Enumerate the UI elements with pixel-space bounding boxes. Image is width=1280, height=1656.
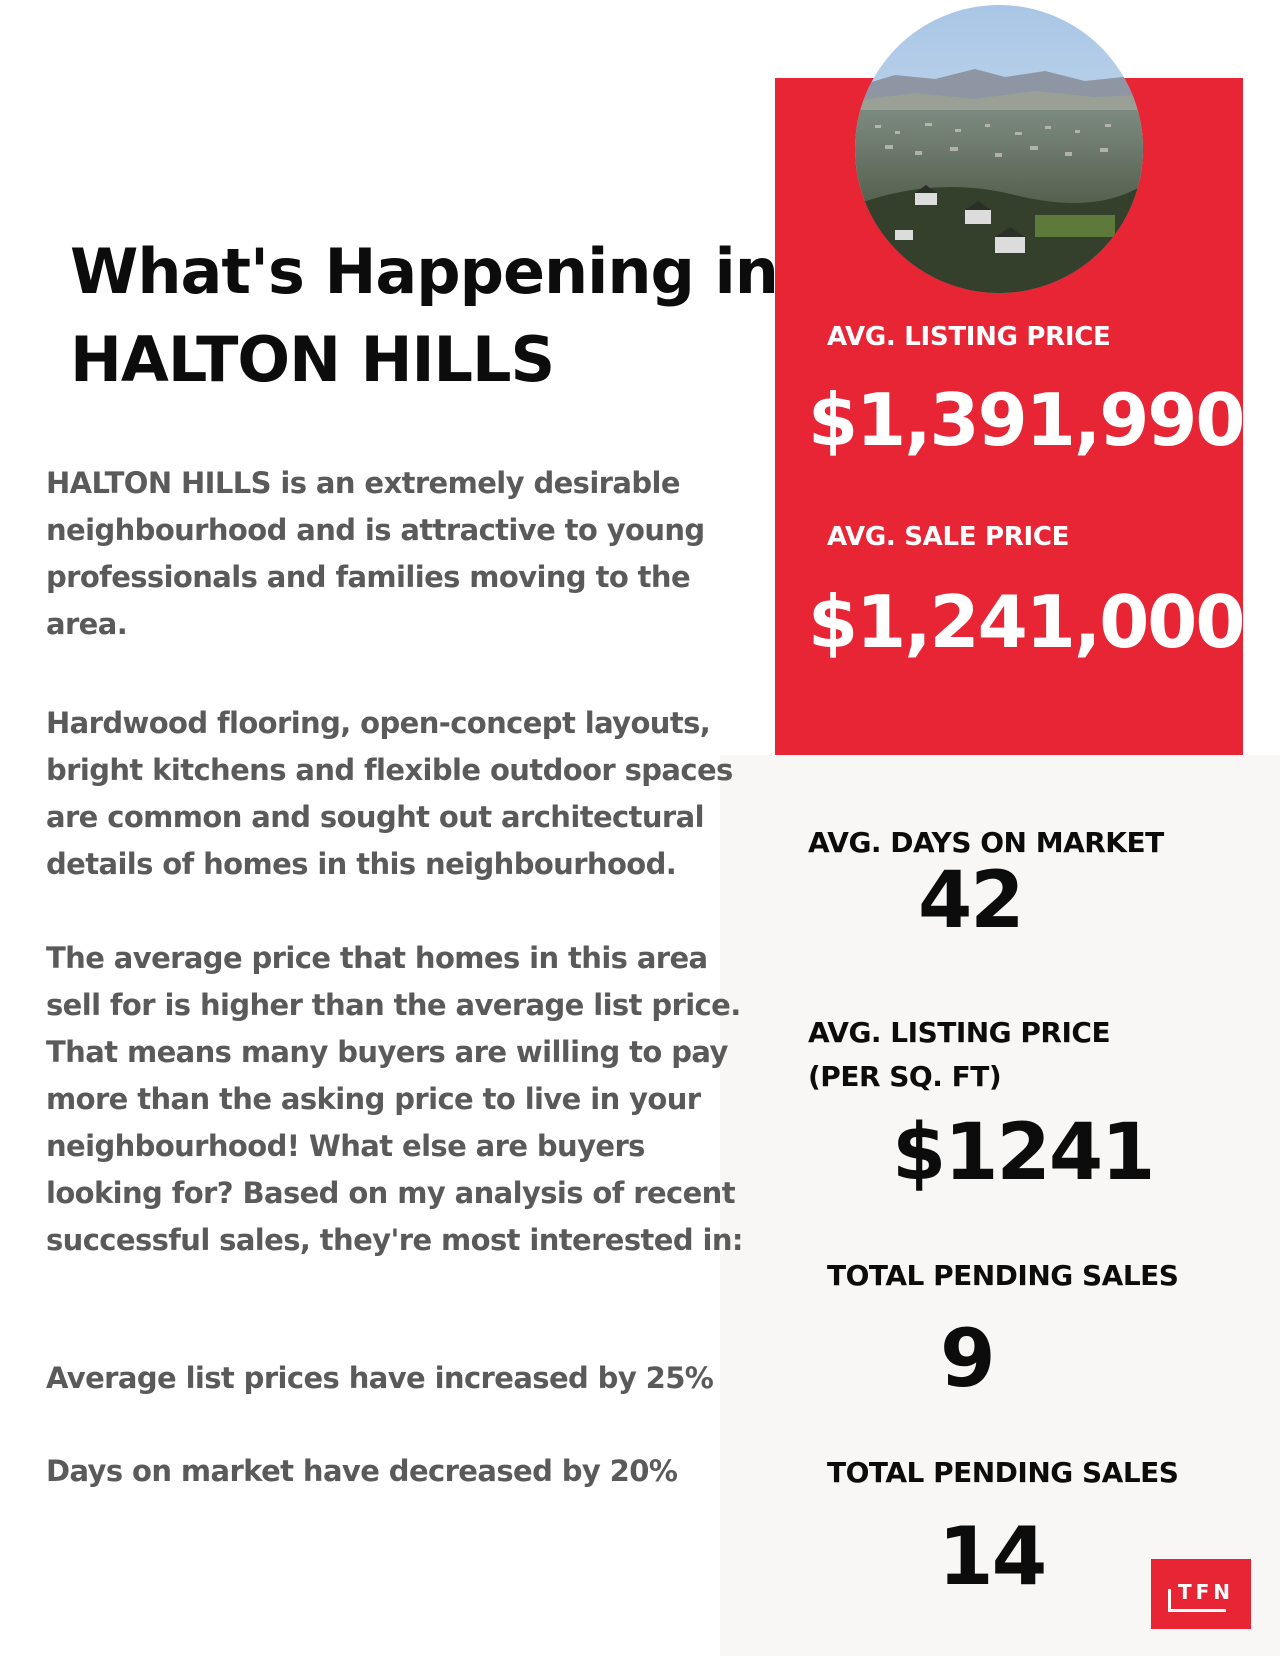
description-paragraph-2: Hardwood flooring, open-concept layouts, bright kitchens and flexible outdoor spaces are common and sought out architectural details of homes in this neighbourhood. — [46, 706, 733, 881]
logo-text: TFN — [1178, 1580, 1235, 1604]
tfn-logo — [1151, 1559, 1251, 1629]
description-paragraph-4: Average list prices have increased by 25% — [46, 1361, 714, 1395]
total-pending-sales-value-2: 14 — [938, 1510, 1046, 1603]
page-heading — [70, 228, 778, 404]
avg-listing-price-label: AVG. LISTING PRICE — [827, 322, 1111, 352]
description-paragraph-1: HALTON HILLS is an extremely desirable neighbourhood and is attractive to young professionals and families moving to the area. — [46, 466, 705, 641]
total-pending-sales-label-2: TOTAL PENDING SALES — [827, 1456, 1179, 1489]
avg-days-on-market-label: AVG. DAYS ON MARKET — [808, 826, 1164, 859]
avg-days-on-market-value: 42 — [918, 856, 1023, 946]
heading-line-1: What's Happening in — [70, 235, 778, 308]
description-paragraph-3: The average price that homes in this area sell for is higher than the average list price. That means many buyers are willing to pay more than the asking price to live in your neighbourhood! What else are buyers looking for? Based on my analysis of recent successful sales, they're most interested in: — [46, 941, 743, 1257]
avg-listing-price-sqft-value: $1241 — [892, 1108, 1154, 1198]
description-paragraph-5: Days on market have decreased by 20% — [46, 1454, 678, 1488]
avg-listing-price-sqft-label-line-1: AVG. LISTING PRICE — [808, 1016, 1111, 1049]
neighbourhood-photo — [855, 5, 1143, 293]
total-pending-sales-value: 9 — [940, 1312, 994, 1405]
avg-listing-price-sqft-label-line-2: (PER SQ. FT) — [808, 1060, 1002, 1093]
total-pending-sales-label: TOTAL PENDING SALES — [827, 1259, 1179, 1292]
avg-sale-price-label: AVG. SALE PRICE — [827, 522, 1070, 552]
avg-listing-price-value: $1,391,990 — [808, 378, 1244, 462]
heading-line-2: HALTON HILLS — [70, 323, 555, 396]
logo-underline-icon — [1176, 1609, 1226, 1612]
avg-sale-price-value: $1,241,000 — [808, 580, 1244, 664]
